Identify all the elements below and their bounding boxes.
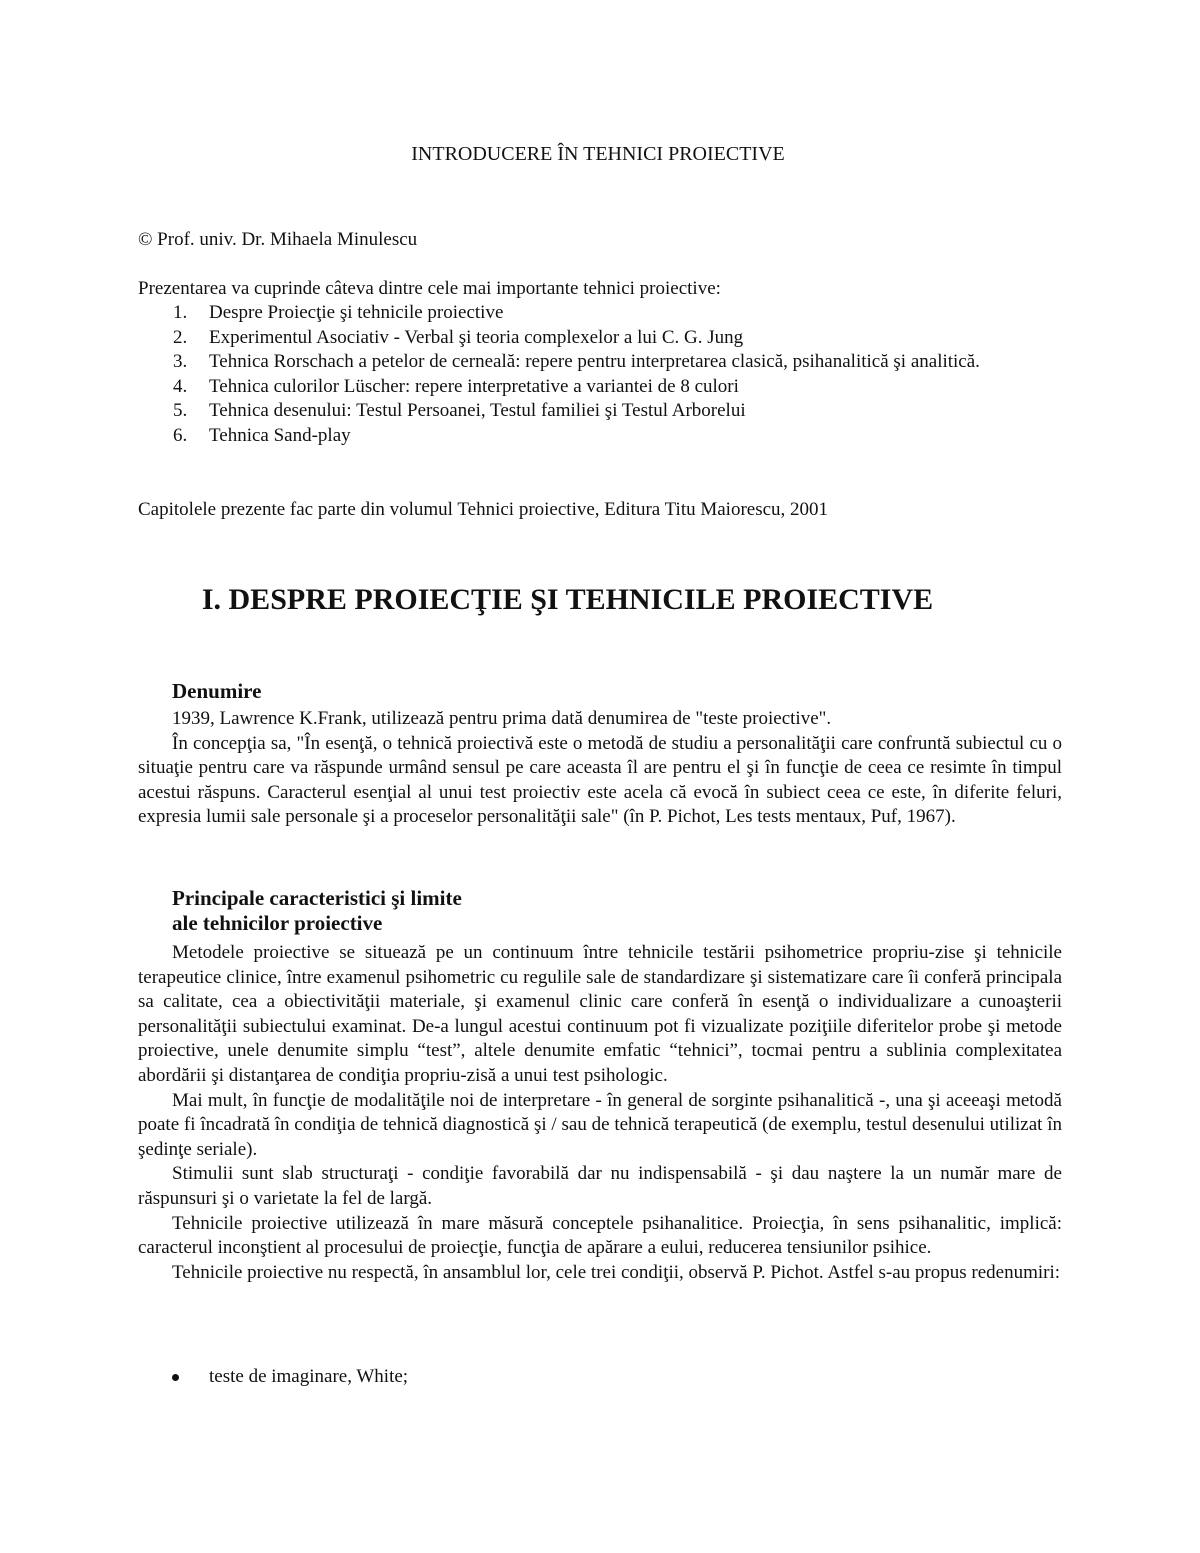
- list-item-text: teste de imaginare, White;: [209, 1366, 409, 1387]
- list-item: [138, 1365, 408, 1390]
- list-item: [138, 350, 1038, 375]
- paragraph: În concepţia sa, "În esenţă, o tehnică proiectivă este o metodă de studiu a personalităţii care confruntă subiectul cu o situaţie pentru care va răspunde urmând sensul pe care aceasta îl are pentru el şi în funcţie de ceea ce resimte în timpul acestui răspuns. Caracterul esenţial al unui test proiectiv este acela că evocă în subiect ceea ce este, în diferite feluri, expresia lumii sale personale şi a proceselor personalităţii sale" (în P. Pichot, Les tests mentaux, Puf, 1967).: [138, 732, 1062, 828]
- list-item-text: Despre Proiecţie şi tehnicile proiective: [209, 302, 504, 323]
- section-heading-denumire: Denumire: [172, 679, 262, 703]
- list-item-text: Tehnica Rorschach a petelor de cerneală: repere pentru interpretarea clasică, psihanalitică şi analitică.: [209, 351, 980, 373]
- paragraph: Mai mult, în funcţie de modalităţile noi de interpretare - în general de sorginte psihanalitică -, una şi aceeaşi metodă poate fi încadrată în condiţia de tehnică diagnostică şi / sau de tehnică terapeutică (de exemplu, testul desenului utilizat în şedinţe seriale).: [138, 1089, 1062, 1160]
- source-note: Capitolele prezente fac parte din volumul Tehnici proiective, Editura Titu Maiorescu, 2001: [138, 499, 829, 520]
- list-number: 2.: [173, 326, 188, 348]
- section-body-denumire: [138, 707, 1062, 830]
- paragraph: Tehnicile proiective utilizează în mare măsură conceptele psihanalitice. Proiecţia, în sens psihanalitic, implică: caracterul inconştient al procesului de proiecţie, funcţia de apărare a eului, reducerea tensiunilor psihice.: [138, 1212, 1062, 1259]
- list-item: [138, 424, 1038, 449]
- list-item-text: Experimentul Asociativ - Verbal şi teoria complexelor a lui C. G. Jung: [209, 326, 744, 348]
- list-item-text: Tehnica Sand-play: [209, 424, 351, 446]
- author-line: © Prof. univ. Dr. Mihaela Minulescu: [138, 229, 418, 250]
- paragraph: 1939, Lawrence K.Frank, utilizează pentru prima dată denumirea de "teste proiective".: [172, 708, 832, 729]
- list-item-text: Tehnica desenului: Testul Persoanei, Testul familiei şi Testul Arborelui: [209, 400, 746, 422]
- list-number: 1.: [173, 302, 188, 323]
- document-title: INTRODUCERE ÎN TEHNICI PROIECTIVE: [411, 143, 785, 165]
- list-item-text: Tehnica culorilor Lüscher: repere interpretative a variantei de 8 culori: [209, 375, 739, 397]
- list-item: [138, 399, 1038, 424]
- paragraph: Tehnicile proiective nu respectă, în ansamblul lor, cele trei condiţii, observă P. Pichot. Astfel s-au propus redenumiri:: [172, 1261, 1061, 1283]
- list-number: 3.: [173, 351, 188, 373]
- section-body-principale: [138, 941, 1062, 1285]
- paragraph: Stimulii sunt slab structuraţi - condiţie favorabilă dar nu indispensabilă - şi dau naştere la un număr mare de răspunsuri şi o varietate la fel de largă.: [138, 1163, 1062, 1209]
- list-number: 6.: [173, 424, 188, 446]
- list-item: [138, 326, 1038, 351]
- section-heading-principale: [172, 886, 462, 936]
- section-heading-line: ale tehnicilor proiective: [172, 911, 383, 935]
- chapter-heading: I. DESPRE PROIECŢIE ŞI TEHNICILE PROIECTIVE: [201, 583, 934, 616]
- paragraph: Metodele proiective se situează pe un continuum între tehnicile testării psihometrice propriu-zise şi tehnicile terapeutice clinice, între examenul psihometric cu regulile sale de standardizare şi sistematizare care îi conferă principala sa calitate, cea a obiectivităţii materiale, şi examenul clinic care conferă în esenţă o individualizare a cunoaşterii personalităţii subiectului examinat. De-a lungul acestui continuum pot fi vizualizate poziţiile diferitelor probe şi metode proiective, unele denumite simplu “test”, altele denumite emfatic “tehnici”, tocmai pentru a sublinia complexitatea abordării şi distanţarea de condiţia propriu-zisă a unui test psihologic.: [138, 942, 1062, 1086]
- bullet-list: [138, 1365, 408, 1390]
- list-item: [138, 301, 1038, 326]
- list-item: [138, 375, 1038, 400]
- list-number: 4.: [173, 375, 188, 397]
- list-number: 5.: [173, 400, 188, 422]
- bullet-icon: [172, 1374, 179, 1381]
- contents-list: [138, 301, 1038, 449]
- intro-text: Prezentarea va cuprinde câteva dintre cele mai importante tehnici proiective:: [138, 278, 721, 299]
- section-heading-line: Principale caracteristici şi limite: [172, 886, 462, 910]
